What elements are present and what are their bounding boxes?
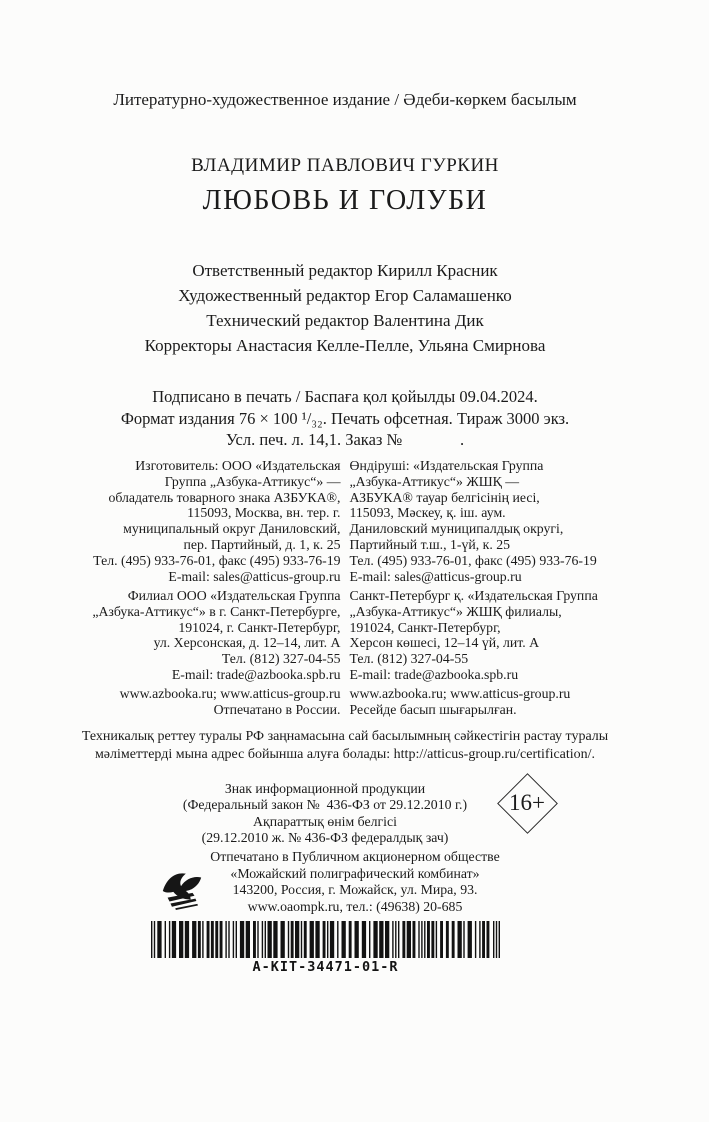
print-run-info: Подписано в печать / Баспаға қол қойылды 09.04.2024. Формат издания 76 × 100 ¹/₃₂. Печать офсетная. Тираж 3000 экз. Усл. печ. л. 14,1. Заказ № . — [120, 387, 570, 449]
manufacturer-row — [38, 458, 652, 584]
manufacturer-kz: Өндіруші: «Издательская Группа „Азбука-Аттикус“» ЖШҚ — АЗБУКА® тауар белгісінің иесі, 115093, Мәскеу, қ. іш. аум. Даниловский муниципалдық округі, Партийный т.ш., 1-үй, к. 25 Тел. (495) 933-76-01, факс (495) 933-76-19 E-mail: sales@atticus-group.ru — [349, 458, 597, 584]
branch-kz: Санкт-Петербург қ. «Издательская Группа „Азбука-Аттикус“» ЖШҚ филиалы, 191024, Санкт-Петербург, Херсон көшесі, 12–14 үй, лит. А Тел. (812) 327-04-55 E-mail: trade@azbooka.spb.ru — [349, 588, 598, 682]
barcode-text: A-KIT-34471-01-R — [252, 959, 399, 975]
barcode-bars-icon — [151, 921, 500, 958]
manufacturer-ru: Изготовитель: ООО «Издательская Группа „Азбука-Аттикус“» — обладатель товарного знака АЗБУКА®, 115093, Москва, вн. тер. г. муниципальный округ Даниловский, пер. Партийный, д. 1, к. 25 Тел. (495) 933-76-01, факс (495) 933-76-19 E-mail: sales@atticus-group.ru — [93, 458, 341, 584]
editorial-staff: Ответственный редактор Кирилл Красник Художественный редактор Егор Саламашенко Технический редактор Валентина Дик Корректоры Анастасия Келле-Пелле, Ульяна Смирнова — [144, 261, 546, 355]
branch-ru: Филиал ООО «Издательская Группа „Азбука-Аттикус“» в г. Санкт-Петербурге, 191024, г. Санкт-Петербург, ул. Херсонская, д. 12–14, лит. А Тел. (812) 327-04-55 E-mail: trade@azbooka.spb.ru — [92, 588, 341, 682]
branch-row — [38, 588, 652, 683]
book-author: ВЛАДИМИР ПАВЛОВИЧ ГУРКИН — [191, 155, 499, 176]
printer-info: Отпечатано в Публичном акционерном обществе «Можайский полиграфический комбинат» 143200, Россия, г. Можайск, ул. Мира, 93. www.oaompk.ru, тел.: (49638) 20-685 — [210, 849, 500, 914]
age-rating-value: 16+ — [509, 790, 545, 815]
websites-row — [38, 686, 652, 718]
edition-type-line: Литературно-художественное издание / Әдеби-көркем басылым — [113, 90, 577, 109]
book-title: ЛЮБОВЬ И ГОЛУБИ — [202, 185, 488, 216]
websites-ru: www.azbooka.ru; www.atticus-group.ru Отпечатано в России. — [119, 686, 341, 717]
certification-note: Техникалық реттеу туралы РФ заңнамасына сай басылымның сәйкестігін растау туралы мәліметтерді мына адрес бойынша алуға болады: http://atticus-group.ru/certification/. — [81, 729, 609, 762]
websites-kz: www.azbooka.ru; www.atticus-group.ru Ресейде басып шығарылған. — [349, 686, 571, 717]
barcode — [151, 921, 500, 975]
age-rating-badge — [499, 775, 555, 831]
age-rating-note: Знак информационной продукции (Федеральный закон № 436-ФЗ от 29.12.2010 г.) Ақпараттық өнім белгісі (29.12.2010 ж. № 436-ФЗ федералдық зач) — [182, 781, 468, 845]
